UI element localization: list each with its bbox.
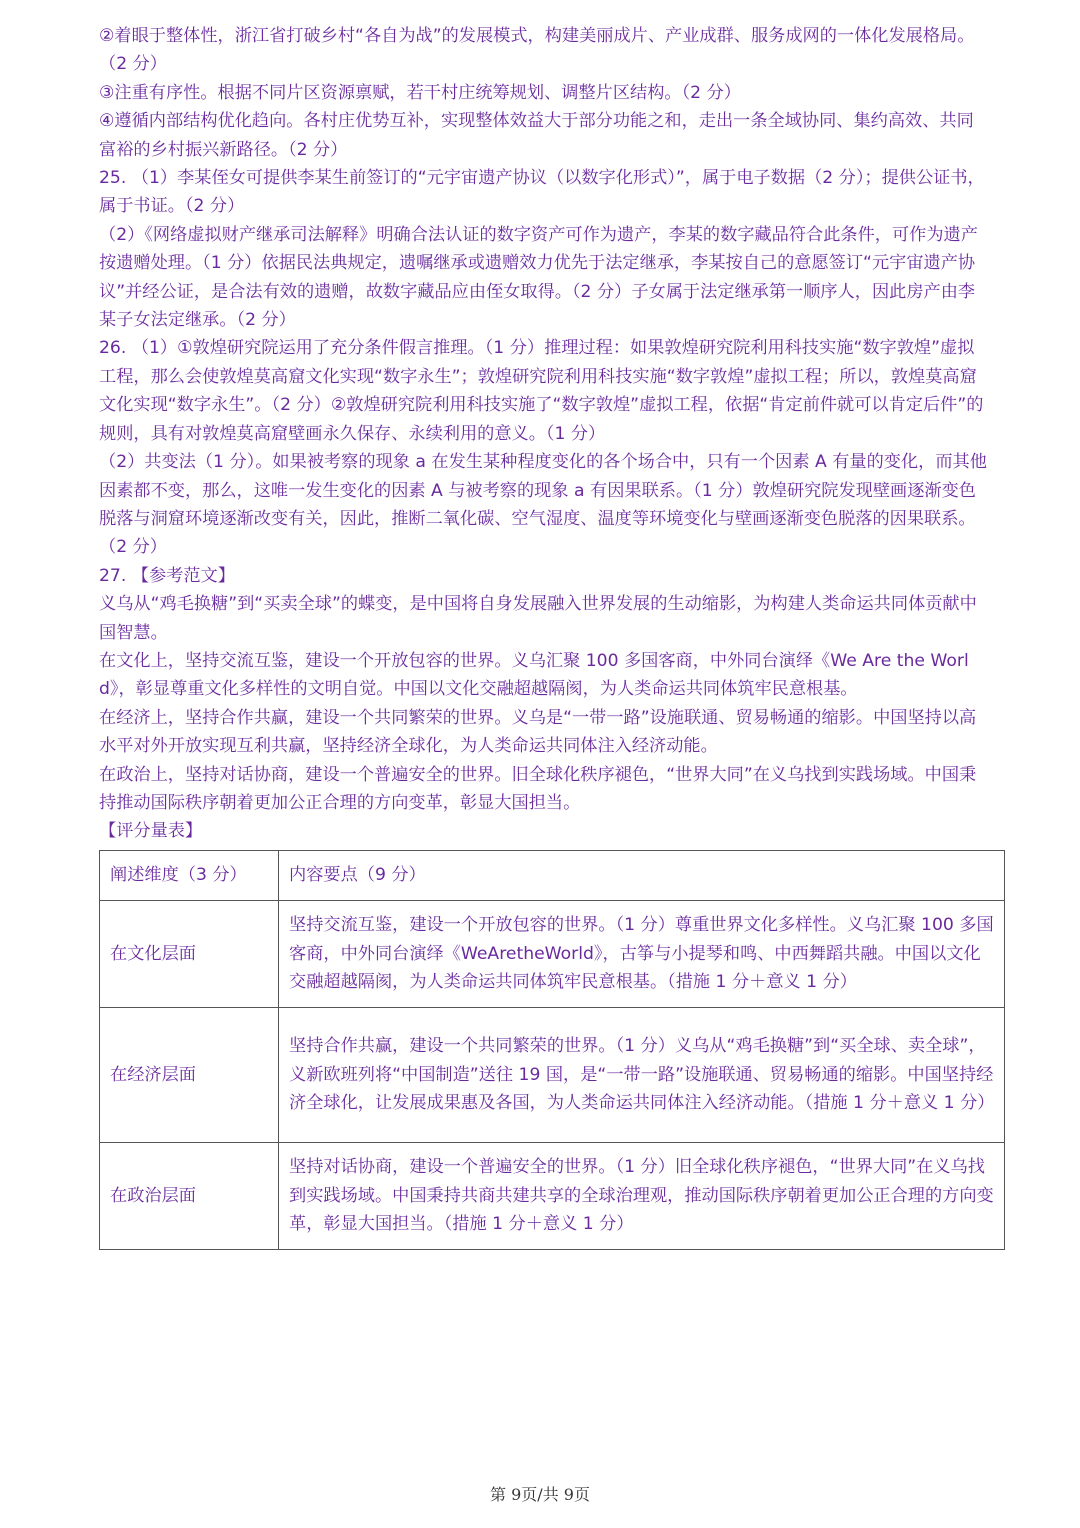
essay-economy: 在经济上，坚持合作共赢，建设一个共同繁荣的世界。义乌是“一带一路”设施联通、贸易畅通的缩影。中国坚持以高水平对外开放实现互利共赢，坚持经济全球化，为人类命运共同体注入经济动能。 [99, 707, 977, 757]
table-row [100, 900, 1005, 1007]
paragraph-24-item-4: ④遵循内部结构优化趋向。各村庄优势互补，实现整体效益大于部分功能之和，走出一条全域协同、集约高效、共同富裕的乡村振兴新路径。（2 分） [99, 111, 974, 160]
table-row [100, 1142, 1005, 1249]
table-cell-dimension: 在政治层面 [100, 1142, 279, 1249]
table-cell-content: 坚持对话协商，建设一个普遍安全的世界。（1 分）旧全球化秩序褪色，“世界大同”在义乌找到实践场域。中国秉持共商共建共享的全球治理观，推动国际秩序朝着更加公正合理的方向变革，彰显大国担当。（措施 1 分＋意义 1 分） [279, 1142, 1005, 1249]
table-header-row [100, 850, 1005, 900]
paragraph-24-item-3: ③注重有序性。根据不同片区资源禀赋，若干村庄统筹规划、调整片区结构。（2 分） [99, 82, 741, 103]
table-cell-content: 坚持交流互鉴，建设一个开放包容的世界。（1 分）尊重世界文化多样性。义乌汇聚 100 多国客商，中外同台演绎《WeAretheWorld》，古筝与小提琴和鸣、中西舞蹈共融。中国以文化交融超越隔阂，为人类命运共同体筑牢民意根基。（措施 1 分＋意义 1 分） [279, 900, 1005, 1007]
essay-intro: 义乌从“鸡毛换糖”到“买卖全球”的蝶变，是中国将自身发展融入世界发展的生动缩影，为构建人类命运共同体贡献中国智慧。 [99, 594, 977, 643]
paragraph-25-part-1: 25. （1）李某侄女可提供李某生前签订的“元宇宙遗产协议（以数字化形式）”，属于电子数据（2 分）；提供公证书，属于书证。（2 分） [99, 168, 985, 217]
table-row [100, 1007, 1005, 1142]
page-number-footer: 第 9页/共 9页 [490, 1485, 590, 1504]
paragraph-26-part-1: 26. （1）①敦煌研究院运用了充分条件假言推理。（1 分）推理过程：如果敦煌研究院利用科技实施“数字敦煌”虚拟工程，那么会使敦煌莫高窟文化实现“数字永生”；敦煌研究院利用科技实施“数字敦煌”虚拟工程；所以，敦煌莫高窟文化实现“数字永生”。（2 分）②敦煌研究院利用科技实施了“数字敦煌”虚拟工程，依据“肯定前件就可以肯定后件”的规则，具有对敦煌莫高窟壁画永久保存、永续利用的意义。（1 分） [99, 338, 984, 444]
table-cell-dimension: 在文化层面 [100, 900, 279, 1007]
paragraph-25-part-2: （2）《网络虚拟财产继承司法解释》明确合法认证的数字资产可作为遗产，李某的数字藏品符合此条件，可作为遗产按遗赠处理。（1 分）依据民法典规定，遗嘱继承或遗赠效力优先于法定继承，李某按自己的意愿签订“元宇宙遗产协议”并经公证，是合法有效的遗赠，故数字藏品应由侄女取得。（2 分）子女属于法定继承第一顺序人，因此房产由李某子女法定继承。（2 分） [99, 224, 978, 331]
essay-culture: 在文化上，坚持交流互鉴，建设一个开放包容的世界。义乌汇聚 100 多国客商，中外同台演绎《We Are the World》，彰显尊重文化多样性的文明自觉。中国以文化交融超越隔阂，为人类命运共同体筑牢民意根基。 [99, 650, 969, 700]
table-header-content: 内容要点（9 分） [279, 850, 1005, 900]
table-header-dimension: 阐述维度（3 分） [100, 850, 279, 900]
essay-politics: 在政治上，坚持对话协商，建设一个普遍安全的世界。旧全球化秩序褪色，“世界大同”在义乌找到实践场域。中国秉持推动国际秩序朝着更加公正合理的方向变革，彰显大国担当。 [99, 764, 977, 813]
table-cell-content: 坚持合作共赢，建设一个共同繁荣的世界。（1 分）义乌从“鸡毛换糖”到“买全球、卖全球”，义新欧班列将“中国制造”送往 19 国，是“一带一路”设施联通、贸易畅通的缩影。中国坚持经济全球化，让发展成果惠及各国，为人类命运共同体注入经济动能。（措施 1 分＋意义 1 分） [279, 1007, 1005, 1142]
paragraph-26-part-2: （2）共变法（1 分）。如果被考察的现象 a 在发生某种程度变化的各个场合中，只有一个因素 A 有量的变化，而其他因素都不变，那么，这唯一发生变化的因素 A 与被考察的现象 a 有因果联系。（1 分）敦煌研究院发现壁画逐渐变色脱落与洞窟环境逐渐改变有关，因此，推断二氧化碳、空气湿度、温度等环境变化与壁画逐渐变色脱落的因果联系。（2 分） [99, 452, 987, 558]
table-cell-dimension: 在经济层面 [100, 1007, 279, 1142]
rubric-heading: 【评分量表】 [99, 821, 203, 842]
paragraph-27-heading: 27. 【参考范文】 [99, 565, 235, 586]
answer-document [99, 22, 995, 1250]
paragraph-24-item-2: ②着眼于整体性，浙江省打破乡村“各自为战”的发展模式，构建美丽成片、产业成群、服务成网的一体化发展格局。（2 分） [99, 26, 975, 75]
rubric-table [99, 850, 1005, 1250]
